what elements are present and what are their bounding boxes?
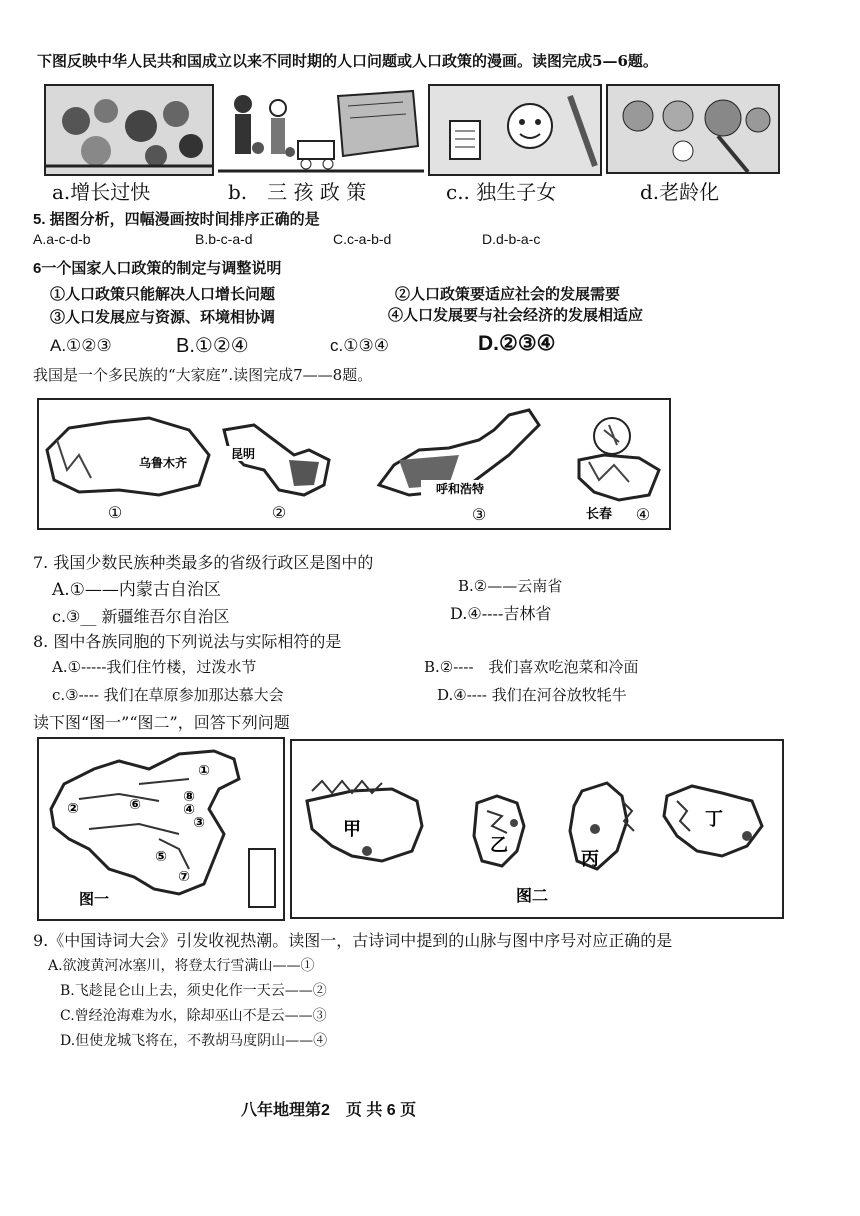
fig2-label-bing: 丙 — [581, 849, 599, 870]
fig1-number-1: ① — [198, 763, 210, 779]
figure2-provinces — [290, 739, 784, 919]
q7-option-b[interactable]: B.②——云南省 — [458, 577, 563, 595]
fig2-label-ding: 丁 — [705, 809, 723, 830]
q9-option-c[interactable]: C.曾经沧海难为水，除却巫山不是云——③ — [60, 1008, 327, 1024]
q8-option-a[interactable]: A.①-----我们住竹楼，过泼水节 — [52, 658, 257, 676]
q5-option-b[interactable]: B.b-c-a-d — [195, 231, 253, 247]
cartoon-b-image — [216, 84, 426, 176]
fig1-number-8: ⑧ — [183, 789, 195, 805]
q8-option-b[interactable]: B.②---- 我们喜欢吃泡菜和冷面 — [424, 658, 639, 676]
map-number-3: ③ — [471, 505, 487, 524]
cartoon-caption-b: b. 三 孩 政 策 — [228, 180, 367, 204]
q7-option-a[interactable]: A.①——内蒙古自治区 — [52, 580, 221, 600]
page-footer: 八年地理第2 页 共 6 页 — [241, 1102, 417, 1119]
q8-option-c[interactable]: c.③---- 我们在草原参加那达慕大会 — [52, 686, 284, 704]
intro-7-8: 我国是一个多民族的“大家庭”.读图完成7——8题。 — [33, 366, 373, 384]
q9-stem: 9.《中国诗词大会》引发收视热潮。读图一，古诗词中提到的山脉与图中序号对应正确的是 — [33, 931, 673, 950]
fig1-number-4: ④ — [183, 802, 195, 818]
fig2-label-jia: 甲 — [343, 819, 361, 840]
q6-option-c[interactable]: c.①③④ — [330, 336, 389, 355]
map-label-changchun: 长春 — [585, 507, 613, 522]
cartoon-caption-a: a.增长过快 — [52, 180, 151, 204]
intro-9: 读下图“图一”“图二”，回答下列问题 — [33, 713, 290, 732]
q5-option-a[interactable]: A.a-c-d-b — [33, 231, 91, 247]
map-number-1: ① — [107, 503, 123, 522]
cartoon-caption-d: d.老龄化 — [640, 180, 720, 204]
map-label-hohhot: 呼和浩特 — [435, 482, 485, 496]
q5-option-d[interactable]: D.d-b-a-c — [482, 231, 541, 247]
q9-option-b[interactable]: B.飞趁昆仑山上去，须史化作一天云——② — [60, 983, 327, 999]
q5-option-c[interactable]: C.c-a-b-d — [333, 231, 392, 247]
cartoon-a-image — [44, 84, 214, 176]
q7-option-c[interactable]: c.③__ 新疆维吾尔自治区 — [52, 607, 230, 626]
cartoon-d-image — [606, 84, 780, 174]
q9-option-a[interactable]: A.欲渡黄河冰塞川，将登太行雪满山——① — [48, 958, 315, 974]
map-number-4: ④ — [635, 505, 651, 524]
figure1-caption: 图一 — [79, 890, 110, 908]
figure1-china-map — [37, 737, 285, 921]
intro-5-6: 下图反映中华人民共和国成立以来不同时期的人口问题或人口政策的漫画。读图完成5—6题。 — [37, 52, 658, 70]
q5-stem: 5. 据图分析，四幅漫画按时间排序正确的是 — [33, 211, 320, 228]
q7-option-d[interactable]: D.④----吉林省 — [450, 604, 552, 623]
q6-statement-3: ③人口发展应与资源、环境相协调 — [50, 309, 276, 326]
cartoon-c-image — [428, 84, 602, 176]
figure2-caption: 图二 — [515, 886, 549, 905]
q8-stem: 8. 图中各族同胞的下列说法与实际相符的是 — [33, 632, 342, 651]
fig1-number-7: ⑦ — [178, 869, 190, 885]
map-label-kunming: 昆明 — [230, 447, 256, 461]
q6-statement-2: ②人口政策要适应社会的发展需要 — [395, 286, 621, 303]
fig1-number-2: ② — [67, 801, 79, 817]
fig2-label-yi: 乙 — [490, 835, 508, 856]
fig1-number-5: ⑤ — [155, 849, 167, 865]
q6-option-d[interactable]: D.②③④ — [478, 332, 556, 355]
map-label-urumqi: 乌鲁木齐 — [138, 456, 188, 470]
cartoon-caption-c: c.. 独生子女 — [446, 180, 557, 204]
fig1-number-6: ⑥ — [129, 797, 141, 813]
province-map-figure — [37, 398, 671, 530]
q6-statement-4: ④人口发展要与社会经济的发展相适应 — [388, 307, 644, 324]
q6-statement-1: ①人口政策只能解决人口增长问题 — [50, 286, 276, 303]
q8-option-d[interactable]: D.④---- 我们在河谷放牧牦牛 — [437, 686, 627, 704]
q7-stem: 7. 我国少数民族种类最多的省级行政区是图中的 — [33, 553, 374, 572]
q6-option-a[interactable]: A.①②③ — [50, 336, 112, 355]
q9-option-d[interactable]: D.但使龙城飞将在，不教胡马度阴山——④ — [60, 1033, 328, 1049]
fig1-number-3: ③ — [193, 815, 205, 831]
map-number-2: ② — [271, 503, 287, 522]
q6-stem: 6一个国家人口政策的制定与调整说明 — [33, 260, 282, 277]
q6-option-b[interactable]: B.①②④ — [176, 335, 249, 357]
